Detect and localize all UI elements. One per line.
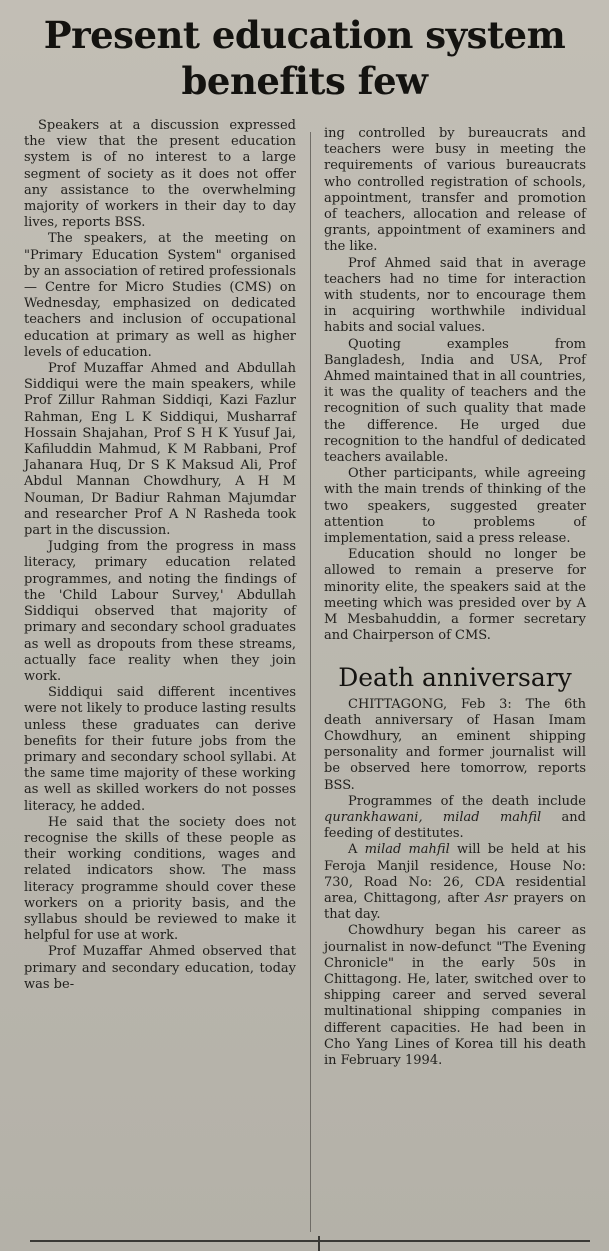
text-run: A <box>348 842 365 858</box>
article-paragraph: Quoting examples from Bangladesh, India and USA, Prof Ahmed maintained that in all countries, it was the quality of teachers and the recognition of such quality that made the difference. He urged due recognition to the handful of dedicated teachers available. <box>324 336 587 466</box>
article-right-column <box>324 126 586 1069</box>
death-anniversary-headline: Death anniversary <box>338 662 572 692</box>
column-divider <box>310 132 311 1232</box>
article-paragraph: Education should no longer be allowed to remain a preserve for minority elite, the speakers said at the meeting which was presided over by A M Mesbahuddin, a former secretary and Chairperson of CMS. <box>324 547 586 644</box>
article-paragraph: The speakers, at the meeting on "Primary Education System" organised by an association of retired professionals — Centre for Micro Studies (CMS) on Wednesday, emphasized on dedicated teachers and inclusion of occupational education at primary as well as higher levels of education. <box>24 231 296 360</box>
headline-line-1: Present education system <box>43 13 566 57</box>
article-paragraph: Other participants, while agreeing with the main trends of thinking of the two speakers, suggested greater attention to problems of implementation, said a press release. <box>324 466 586 547</box>
article-paragraph: Prof Muzaffar Ahmed and Abdullah Siddiqui were the main speakers, while Prof Zillur Rahman Siddiqi, Kazi Fazlur Rahman, Eng L K Siddiqui, Musharraf Hossain Shajahan, Prof S H K Yusuf Jai, Kafiluddin Mahmud, K M Rabbani, Prof Jahanara Huq, Dr S K Maksud Ali, Prof Abdul Mannan Chowdhury, A H M Nouman, Dr Badiur Rahman Majumdar and researcher Prof A N Rasheda took part in the discussion. <box>24 361 296 539</box>
death-anniversary-paragraph: Chowdhury began his career as journalist in now-defunct "The Evening Chronicle" in the early 50s in Chittagong. He, later, switched over to shipping career and served several multinational shipping companies in different capacities. He had been in Cho Yang Lines of Korea till his death in February 1994. <box>324 923 586 1068</box>
bottom-rule-tick <box>318 1236 320 1251</box>
article-paragraph: Siddiqui said different incentives were not likely to produce lasting results unless these graduates can derive benefits for their future jobs from the primary and secondary school syllabi. At the same time majority of these working as well as skilled workers do not posses literacy, he added. <box>24 685 296 814</box>
bottom-rule <box>30 1240 590 1242</box>
italic-term: Asr <box>485 890 508 906</box>
article-paragraph: Speakers at a discussion expressed the view that the present education system is of no interest to a large segment of society as it does not offer any assistance to the overwhelming majority of workers in their day to day lives, reports BSS. <box>24 118 296 231</box>
text-run: prayers on that day. <box>324 890 586 923</box>
article-paragraph: ing controlled by bureaucrats and teachers were busy in meeting the requirements of various bureaucrats who controlled registration of schools, appointment, transfer and promotion of teachers, allocation and release of grants, appointment of examiners and the like. <box>324 126 586 255</box>
italic-term: milad mahfil <box>364 842 450 858</box>
death-anniversary-paragraph: CHITTAGONG, Feb 3: The 6th death anniversary of Hasan Imam Chowdhury, an eminent shipping personality and former journalist will be observed here tomorrow, reports BSS. <box>324 696 586 793</box>
death-anniversary-paragraph <box>324 794 586 843</box>
text-run: will be held at his Feroja Manjil residence, House No: 730, Road No: 26, CDA residential area, Chittagong, after <box>324 842 586 906</box>
article-paragraph: Judging from the progress in mass literacy, primary education related programmes, and noting the findings of the 'Child Labour Survey,' Abdullah Siddiqui observed that majority of primary and secondary school graduates as well as dropouts from these streams, actually face reality when they join work. <box>24 539 296 684</box>
article-paragraph: Prof Ahmed said that in average teachers had no time for interaction with students, nor to encourage them in acquiring worthwhile individual habits and social values. <box>324 255 586 336</box>
headline-line-2: benefits few <box>181 59 428 103</box>
italic-term: qurankhawani, milad mahfil <box>324 809 542 825</box>
article-headline <box>0 12 609 104</box>
death-anniversary-paragraph <box>324 842 586 923</box>
article-paragraph: He said that the society does not recognise the skills of these people as their working conditions, wages and related indicators show. The mass literacy programme should cover these workers on a priority basis, and the syllabus should be reviewed to make it helpful for use at work. <box>24 814 296 944</box>
article-left-column <box>24 118 296 993</box>
text-run: and feeding of destitutes. <box>324 809 586 842</box>
text-run: Programmes of the death include <box>348 793 586 809</box>
article-paragraph: Prof Muzaffar Ahmed observed that primary and secondary education, today was be- <box>24 944 296 992</box>
